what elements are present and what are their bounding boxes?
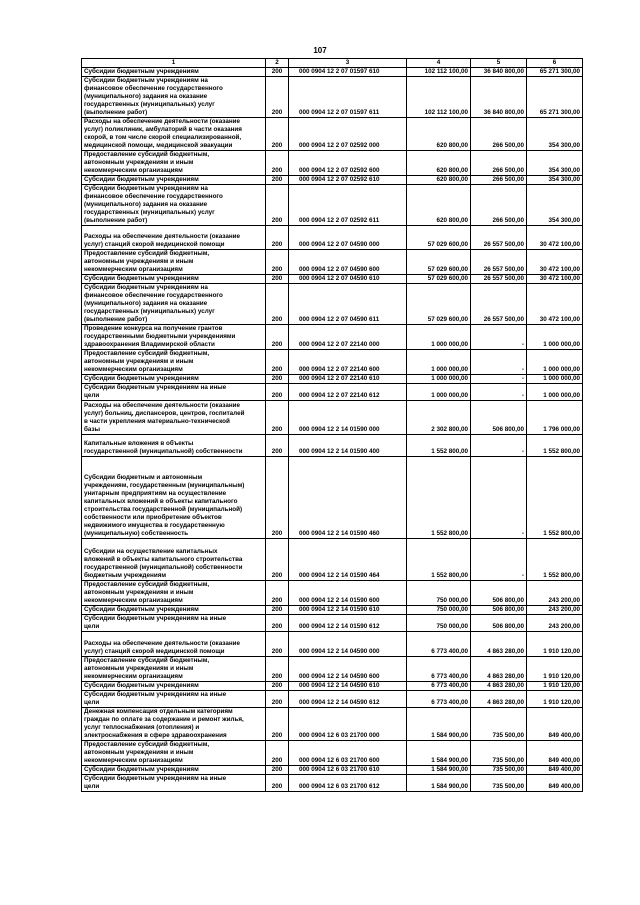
row-amount-total: 2 302 800,00 <box>407 401 471 435</box>
row-amount-total: 1 000 000,00 <box>407 375 471 384</box>
row-amount-remaining: 849 400,00 <box>527 775 583 792</box>
row-name: Расходы на обеспечение деятельности (оказание услуг) больниц, диспансеров, центров, госпиталей в части укрепления материально-технической базы <box>82 401 266 435</box>
table-row <box>82 766 583 775</box>
row-amount-executed: 266 500,00 <box>471 151 527 176</box>
row-amount-total: 1 584 900,00 <box>407 766 471 775</box>
row-amount-total: 6 773 400,00 <box>407 691 471 708</box>
row-code: 200 <box>266 775 289 792</box>
row-amount-total: 1 584 900,00 <box>407 775 471 792</box>
row-kbk: 000 0904 12 2 14 04590 612 <box>289 691 407 708</box>
row-kbk: 000 0904 12 2 07 02592 600 <box>289 151 407 176</box>
row-name: Субсидии бюджетным учреждениям <box>82 682 266 691</box>
row-code: 200 <box>266 457 289 539</box>
table-row <box>82 401 583 435</box>
row-name: Денежная компенсация отдельным категориям граждан по оплате за содержание и ремонт жилья, услуг теплоснабжения (отопления) и электроснабжения в сфере здравоохранения <box>82 708 266 741</box>
row-amount-total: 620 800,00 <box>407 151 471 176</box>
row-amount-remaining: 1 796 000,00 <box>527 401 583 435</box>
row-kbk: 000 0904 12 2 07 02592 610 <box>289 176 407 185</box>
row-amount-executed: - <box>471 539 527 581</box>
table-row <box>82 691 583 708</box>
row-kbk: 000 0904 12 2 07 22140 600 <box>289 350 407 375</box>
row-amount-executed: - <box>471 457 527 539</box>
row-amount-executed: 735 500,00 <box>471 766 527 775</box>
row-name: Предоставление субсидий бюджетным, автономным учреждениям и иным некоммерческим организациям <box>82 657 266 682</box>
row-name: Субсидии бюджетным учреждениям <box>82 375 266 384</box>
row-amount-total: 1 552 800,00 <box>407 539 471 581</box>
row-kbk: 000 0904 12 6 03 21700 610 <box>289 766 407 775</box>
row-amount-remaining: 1 552 800,00 <box>527 457 583 539</box>
row-name: Предоставление субсидий бюджетным, автономным учреждениям и иным некоммерческим организациям <box>82 350 266 375</box>
row-amount-executed: - <box>471 375 527 384</box>
row-kbk: 000 0904 12 2 07 01597 610 <box>289 68 407 77</box>
table-row <box>82 615 583 632</box>
row-amount-executed: 4 863 280,00 <box>471 632 527 657</box>
row-name: Субсидии бюджетным учреждениям на финансовое обеспечение государственного (муниципального) задания на оказание государственных (муниципальных) услуг (выполнение работ) <box>82 185 266 226</box>
row-name: Субсидии бюджетным учреждениям <box>82 606 266 615</box>
row-amount-remaining: 354 300,00 <box>527 176 583 185</box>
table-row <box>82 250 583 275</box>
row-code: 200 <box>266 384 289 401</box>
row-code: 200 <box>266 539 289 581</box>
row-amount-total: 620 800,00 <box>407 185 471 226</box>
row-kbk: 000 0904 12 2 07 22140 000 <box>289 325 407 350</box>
row-amount-remaining: 30 472 100,00 <box>527 275 583 284</box>
row-amount-executed: 4 863 280,00 <box>471 682 527 691</box>
row-name: Предоставление субсидий бюджетным, автономным учреждениям и иным некоммерческим организациям <box>82 151 266 176</box>
header-cell: 3 <box>289 59 407 68</box>
table-row <box>82 457 583 539</box>
row-amount-remaining: 243 200,00 <box>527 615 583 632</box>
table-row <box>82 384 583 401</box>
table-row <box>82 325 583 350</box>
row-amount-executed: 4 863 280,00 <box>471 691 527 708</box>
row-name: Субсидии на осуществление капитальных вложений в объекты капитального строительства государственной (муниципальной) собственности бюджетным учреждениям <box>82 539 266 581</box>
row-amount-remaining: 354 300,00 <box>527 118 583 151</box>
row-amount-total: 1 584 900,00 <box>407 741 471 766</box>
row-kbk: 000 0904 12 2 07 04590 600 <box>289 250 407 275</box>
page-number: 107 <box>313 46 327 55</box>
row-kbk: 000 0904 12 6 03 21700 000 <box>289 708 407 741</box>
row-name: Предоставление субсидий бюджетным, автономным учреждениям и иным некоммерческим организациям <box>82 741 266 766</box>
row-kbk: 000 0904 12 2 07 02592 611 <box>289 185 407 226</box>
row-amount-executed: - <box>471 325 527 350</box>
row-name: Субсидии бюджетным учреждениям <box>82 766 266 775</box>
row-code: 200 <box>266 226 289 250</box>
row-amount-executed: 735 500,00 <box>471 741 527 766</box>
row-name: Расходы на обеспечение деятельности (оказание услуг) станций скорой медицинской помощи <box>82 632 266 657</box>
row-code: 200 <box>266 68 289 77</box>
row-amount-total: 620 800,00 <box>407 118 471 151</box>
row-amount-remaining: 1 910 120,00 <box>527 632 583 657</box>
row-code: 200 <box>266 401 289 435</box>
row-kbk: 000 0904 12 2 14 01590 460 <box>289 457 407 539</box>
header-cell: 5 <box>471 59 527 68</box>
row-name: Предоставление субсидий бюджетным, автономным учреждениям и иным некоммерческим организациям <box>82 250 266 275</box>
row-amount-remaining: 1 000 000,00 <box>527 375 583 384</box>
row-name: Расходы на обеспечение деятельности (оказание услуг) станций скорой медицинской помощи <box>82 226 266 250</box>
row-kbk: 000 0904 12 2 14 01590 464 <box>289 539 407 581</box>
row-code: 200 <box>266 275 289 284</box>
table-row <box>82 176 583 185</box>
row-name: Субсидии бюджетным учреждениям на иные цели <box>82 775 266 792</box>
row-code: 200 <box>266 375 289 384</box>
table-row <box>82 708 583 741</box>
row-amount-remaining: 354 300,00 <box>527 151 583 176</box>
row-amount-remaining: 30 472 100,00 <box>527 250 583 275</box>
row-code: 200 <box>266 741 289 766</box>
row-amount-total: 750 000,00 <box>407 581 471 606</box>
table-row <box>82 741 583 766</box>
row-kbk: 000 0904 12 2 14 04590 000 <box>289 632 407 657</box>
row-amount-remaining: 1 910 120,00 <box>527 657 583 682</box>
row-code: 200 <box>266 250 289 275</box>
row-amount-total: 57 029 600,00 <box>407 250 471 275</box>
row-code: 200 <box>266 766 289 775</box>
table-header-row <box>82 59 583 68</box>
row-code: 200 <box>266 284 289 325</box>
row-kbk: 000 0904 12 2 07 01597 611 <box>289 77 407 118</box>
row-amount-total: 1 584 900,00 <box>407 708 471 741</box>
row-amount-executed: 506 800,00 <box>471 581 527 606</box>
row-name: Предоставление субсидий бюджетным, автономным учреждениям и иным некоммерческим организациям <box>82 581 266 606</box>
row-name: Субсидии бюджетным учреждениям <box>82 275 266 284</box>
row-amount-executed: 26 557 500,00 <box>471 226 527 250</box>
row-amount-total: 1 552 800,00 <box>407 457 471 539</box>
row-amount-executed: 266 500,00 <box>471 118 527 151</box>
row-amount-remaining: 243 200,00 <box>527 606 583 615</box>
row-amount-total: 57 029 600,00 <box>407 284 471 325</box>
row-name: Субсидии бюджетным учреждениям <box>82 176 266 185</box>
row-amount-remaining: 1 000 000,00 <box>527 325 583 350</box>
row-name: Субсидии бюджетным учреждениям на иные цели <box>82 615 266 632</box>
row-kbk: 000 0904 12 2 07 02592 000 <box>289 118 407 151</box>
row-code: 200 <box>266 350 289 375</box>
row-amount-remaining: 30 472 100,00 <box>527 226 583 250</box>
row-amount-remaining: 354 300,00 <box>527 185 583 226</box>
row-amount-total: 1 000 000,00 <box>407 350 471 375</box>
row-amount-executed: 4 863 280,00 <box>471 657 527 682</box>
row-amount-total: 6 773 400,00 <box>407 682 471 691</box>
row-name: Субсидии бюджетным учреждениям на иные цели <box>82 384 266 401</box>
row-amount-remaining: 849 400,00 <box>527 741 583 766</box>
row-amount-executed: 26 557 500,00 <box>471 250 527 275</box>
row-amount-executed: 26 557 500,00 <box>471 275 527 284</box>
row-amount-executed: - <box>471 384 527 401</box>
row-kbk: 000 0904 12 2 07 04590 000 <box>289 226 407 250</box>
row-amount-remaining: 1 000 000,00 <box>527 384 583 401</box>
row-amount-remaining: 30 472 100,00 <box>527 284 583 325</box>
row-code: 200 <box>266 708 289 741</box>
row-amount-total: 620 800,00 <box>407 176 471 185</box>
row-name: Расходы на обеспечение деятельности (оказание услуг) поликлиник, амбулаторий в части оказания скорой, в том числе скорой специализированной, медицинской помощи, медицинской эвакуации <box>82 118 266 151</box>
row-name: Субсидии бюджетным учреждениям <box>82 68 266 77</box>
row-amount-remaining: 65 271 300,00 <box>527 68 583 77</box>
table-row <box>82 185 583 226</box>
table-row <box>82 539 583 581</box>
row-code: 200 <box>266 435 289 457</box>
row-kbk: 000 0904 12 2 07 04590 611 <box>289 284 407 325</box>
row-amount-executed: 36 840 800,00 <box>471 68 527 77</box>
row-amount-remaining: 1 552 800,00 <box>527 435 583 457</box>
table-row <box>82 151 583 176</box>
table-row <box>82 435 583 457</box>
table-row <box>82 226 583 250</box>
row-amount-total: 1 552 800,00 <box>407 435 471 457</box>
table-row <box>82 682 583 691</box>
row-amount-total: 57 029 600,00 <box>407 226 471 250</box>
row-code: 200 <box>266 185 289 226</box>
row-code: 200 <box>266 325 289 350</box>
row-kbk: 000 0904 12 2 14 04590 600 <box>289 657 407 682</box>
row-amount-total: 6 773 400,00 <box>407 657 471 682</box>
row-name: Субсидии бюджетным учреждениям на финансовое обеспечение государственного (муниципального) задания на оказание государственных (муниципальных) услуг (выполнение работ) <box>82 77 266 118</box>
row-amount-total: 750 000,00 <box>407 615 471 632</box>
row-amount-executed: 266 500,00 <box>471 176 527 185</box>
table-row <box>82 350 583 375</box>
table-row <box>82 606 583 615</box>
row-amount-total: 57 029 600,00 <box>407 275 471 284</box>
row-name: Капитальные вложения в объекты государственной (муниципальной) собственности <box>82 435 266 457</box>
row-amount-executed: 506 800,00 <box>471 615 527 632</box>
row-amount-executed: 735 500,00 <box>471 708 527 741</box>
header-cell: 6 <box>527 59 583 68</box>
row-amount-total: 750 000,00 <box>407 606 471 615</box>
row-amount-remaining: 849 400,00 <box>527 766 583 775</box>
row-amount-remaining: 65 271 300,00 <box>527 77 583 118</box>
row-code: 200 <box>266 606 289 615</box>
header-cell: 2 <box>266 59 289 68</box>
row-kbk: 000 0904 12 2 14 01590 600 <box>289 581 407 606</box>
row-amount-executed: - <box>471 435 527 457</box>
row-amount-executed: 266 500,00 <box>471 185 527 226</box>
row-amount-executed: 735 500,00 <box>471 775 527 792</box>
row-code: 200 <box>266 77 289 118</box>
row-code: 200 <box>266 581 289 606</box>
row-kbk: 000 0904 12 2 07 22140 612 <box>289 384 407 401</box>
table-row <box>82 657 583 682</box>
row-amount-total: 102 112 100,00 <box>407 68 471 77</box>
row-name: Субсидии бюджетным учреждениям на финансовое обеспечение государственного (муниципального) задания на оказание государственных (муниципальных) услуг (выполнение работ) <box>82 284 266 325</box>
table-row <box>82 775 583 792</box>
row-amount-total: 102 112 100,00 <box>407 77 471 118</box>
row-kbk: 000 0904 12 2 14 01590 610 <box>289 606 407 615</box>
row-code: 200 <box>266 657 289 682</box>
row-code: 200 <box>266 682 289 691</box>
table-row <box>82 118 583 151</box>
row-amount-remaining: 1 910 120,00 <box>527 691 583 708</box>
row-kbk: 000 0904 12 6 03 21700 612 <box>289 775 407 792</box>
row-amount-executed: 506 800,00 <box>471 401 527 435</box>
row-code: 200 <box>266 118 289 151</box>
row-amount-total: 6 773 400,00 <box>407 632 471 657</box>
row-amount-remaining: 1 000 000,00 <box>527 350 583 375</box>
row-kbk: 000 0904 12 2 07 22140 610 <box>289 375 407 384</box>
row-name: Субсидии бюджетным и автономным учреждениям, государственным (муниципальным) унитарным предприятиям на осуществление капитальных вложений в объекты капитального строительства государственной (муниципальной) собственности или приобретение объектов недвижимого имущества в государственную (муниципальную) собственность <box>82 457 266 539</box>
row-amount-executed: 506 800,00 <box>471 606 527 615</box>
row-code: 200 <box>266 615 289 632</box>
row-code: 200 <box>266 632 289 657</box>
row-code: 200 <box>266 151 289 176</box>
row-amount-remaining: 243 200,00 <box>527 581 583 606</box>
row-amount-remaining: 849 400,00 <box>527 708 583 741</box>
row-kbk: 000 0904 12 6 03 21700 600 <box>289 741 407 766</box>
row-amount-total: 1 000 000,00 <box>407 325 471 350</box>
row-amount-executed: 36 840 800,00 <box>471 77 527 118</box>
row-kbk: 000 0904 12 2 14 04590 610 <box>289 682 407 691</box>
row-amount-remaining: 1 910 120,00 <box>527 682 583 691</box>
row-code: 200 <box>266 176 289 185</box>
row-amount-executed: - <box>471 350 527 375</box>
row-kbk: 000 0904 12 2 14 01590 000 <box>289 401 407 435</box>
row-name: Проведение конкурса на получение грантов государственными бюджетными учреждениями здравоохранения Владимирской области <box>82 325 266 350</box>
row-kbk: 000 0904 12 2 14 01590 400 <box>289 435 407 457</box>
header-cell: 4 <box>407 59 471 68</box>
budget-table <box>81 58 583 792</box>
row-amount-total: 1 000 000,00 <box>407 384 471 401</box>
row-amount-executed: 26 557 500,00 <box>471 284 527 325</box>
row-name: Субсидии бюджетным учреждениям на иные цели <box>82 691 266 708</box>
table-row <box>82 581 583 606</box>
table-row <box>82 375 583 384</box>
row-code: 200 <box>266 691 289 708</box>
header-cell: 1 <box>82 59 266 68</box>
table-row <box>82 284 583 325</box>
row-amount-remaining: 1 552 800,00 <box>527 539 583 581</box>
table-row <box>82 68 583 77</box>
table-row <box>82 77 583 118</box>
table-row <box>82 275 583 284</box>
table-row <box>82 632 583 657</box>
row-kbk: 000 0904 12 2 07 04590 610 <box>289 275 407 284</box>
row-kbk: 000 0904 12 2 14 01590 612 <box>289 615 407 632</box>
